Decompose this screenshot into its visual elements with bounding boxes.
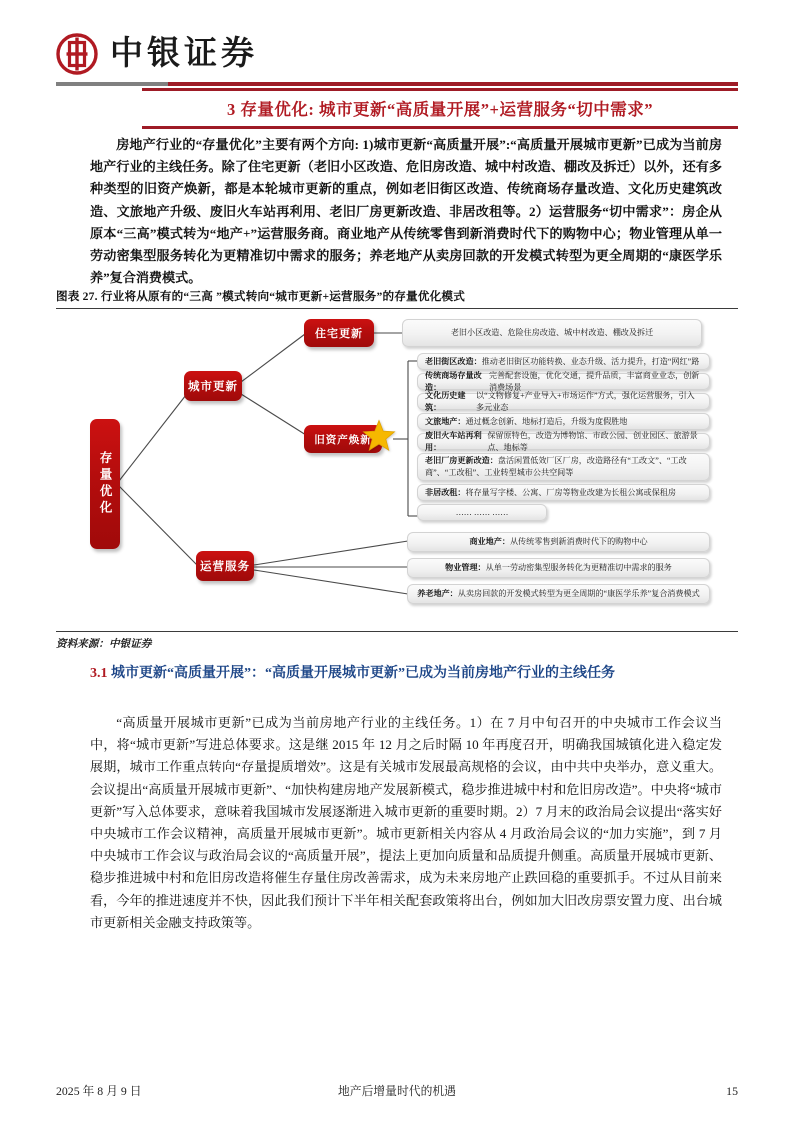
- diagram-box-text: 从单一劳动密集型服务转化为更精准切中需求的服务: [485, 563, 672, 572]
- diagram-box-text: 完善配套设施，优化交通，提升品质，丰富商业业态，创新消费场景: [488, 370, 700, 392]
- diagram-node-old-asset-renewal: 旧资产焕新: [304, 425, 382, 453]
- diagram-box-ops-2: [407, 558, 710, 578]
- subsection-heading-text: 城市更新“高质量开展”：“高质量开展城市更新”已成为当前房地产行业的主线任务: [111, 666, 615, 681]
- diagram-box-lead: 物业管理：: [445, 563, 486, 572]
- diagram-box-lead: 文化历史建筑：: [425, 390, 466, 412]
- star-highlight-icon: [362, 419, 396, 458]
- diagram-box-text: 盘活闲置低效厂区厂房，改造路径有“工改文”、“工改商”、“工改租”、工业转型城市公共空间等: [425, 456, 687, 477]
- diagram-box-lead: 养老地产：: [417, 589, 458, 598]
- rule-segment-grey: [56, 82, 168, 86]
- section-title-bar: [142, 88, 738, 129]
- diagram-box-lead: 老旧街区改造：: [425, 356, 482, 366]
- diagram-box-text: 老旧小区改造、危险住房改造、城中村改造、棚改及拆迁: [450, 328, 654, 337]
- subsection-number: 3.1: [90, 666, 108, 681]
- figure-27: [56, 288, 738, 651]
- figure-source: 资料来源：中银证券: [56, 631, 738, 651]
- diagram-box-text: 通过概念创新、地标打造后，升级为度假胜地: [465, 416, 628, 426]
- figure-diagram: [56, 309, 738, 631]
- diagram-box-oldasset-5: [417, 430, 710, 452]
- subsection-paragraph: “高质量开展城市更新”已成为当前房地产行业的主线任务。1）在 7 月中旬召开的中央城市工作会议当中，将“城市更新”写进总体要求。这是继 2015 年 12 月之后时隔 10 年再度召开，明确我国城镇化进入稳定发展期，城市工作重点转向“存量提质增效”。这是有关城市发展最高规格的会议，由中共中央举办，意义重大。会议提出“高质量开展城市更新”、“加快构建房地产发展新模式，稳步推进城中村和危旧房改造”。中央将“城市更新”写入总体要求，意味着我国城市发展逐渐进入城市更新的重要时期。2）7 月末的政治局会议提出“落实好中央城市工作会议精神，高质量开展城市更新”。城市更新相关内容从 4 月政治局会议的“加力实施”，到 7 月中央城市工作会议与政治局会议的“高质量开展”，提法上更加向质量和品质提升侧重。高质量开展城市更新、稳步推进城中村和危旧房改造将催生存量住房改善需求，成为未来房地产止跌回稳的重要抓手。不过从目前来看，今年的推进速度并不快，因此我们预计下半年相关配套政策将出台，例如加大旧改房票安置力度、出台城市更新相关金融支持政策等。: [90, 715, 722, 930]
- intro-paragraph: 房地产行业的“存量优化”主要有两个方向: 1)城市更新“高质量开展”:“高质量开展城市更新”已成为当前房地产行业的主线任务。除了住宅更新（老旧小区改造、危旧房改造、城中村改造、棚改及拆迁）以外，还有多种类型的旧资产焕新，都是本轮城市更新的重点，例如老旧街区改造、传统商场存量改造、文化历史建筑改造、文旅地产升级、废旧火车站再利用、老旧厂房更新改造、非居改租等。2）运营服务“切中需求”：房企从原本“三高”模式转为“地产+”运营服务商。商业地产从传统零售到新消费时代下的购物中心；物业管理从单一劳动密集型服务转化为更精准切中需求的服务；养老地产从卖房回款的开发模式转型为更全周期的“康医学乐养”复合消费模式。: [90, 137, 722, 286]
- diagram-box-text: 将存量写字楼、公寓、厂房等物业改建为长租公寓或保租房: [465, 487, 676, 497]
- footer-date: 2025 年 8 月 9 日: [56, 1084, 142, 1098]
- diagram-box-text: 推动老旧街区功能转换、业态升级、活力提升，打造“网红”路: [481, 356, 700, 366]
- diagram-box-lead: 废旧火车站再利用：: [425, 430, 482, 452]
- diagram-box-oldasset-6: [417, 453, 710, 481]
- subsection-body-block: [90, 712, 722, 934]
- diagram-box-oldasset-2: [417, 370, 710, 392]
- diagram-box-text: 保留原特色，改造为博物馆、市政公园、创业园区、旅游景点、地标等: [487, 430, 698, 452]
- diagram-box-oldasset-3: [417, 390, 710, 412]
- subsection-heading: [90, 662, 722, 685]
- footer-doc-title: 地产后增量时代的机遇: [337, 1084, 456, 1098]
- masthead-rule: [56, 82, 738, 86]
- diagram-box-lead: 传统商场存量改造：: [425, 370, 482, 392]
- intro-block: [90, 134, 722, 289]
- figure-caption: 图表 27. 行业将从原有的“三高 ”模式转向“城市更新+运营服务”的存量优化模式: [56, 288, 738, 309]
- diagram-box-lead: 非居改租：: [425, 487, 466, 497]
- diagram-box-lead: 商业地产：: [469, 537, 510, 546]
- brand-logo: [56, 30, 738, 78]
- section-title: 3 存量优化: 城市更新“高质量开展”+运营服务“切中需求”: [227, 100, 653, 119]
- diagram-box-ops-1: [407, 532, 710, 552]
- diagram-node-root: 存量优化: [90, 419, 120, 549]
- diagram-box-oldasset-4: [417, 413, 710, 430]
- diagram-node-operation-service: 运营服务: [196, 551, 254, 581]
- diagram-box-text: 从卖房回款的开发模式转型为更全周期的“康医学乐养”复合消费模式: [457, 589, 700, 598]
- diagram-box-text: 从传统零售到新消费时代下的购物中心: [509, 537, 648, 546]
- brand-name: 中银证券: [110, 35, 258, 72]
- bank-of-china-logo-icon: [56, 33, 98, 75]
- diagram-box-text: 以“文物修复+产业导入+市场运作”方式，强化运营服务，引入多元业态: [476, 390, 695, 412]
- diagram-box-oldasset-7: [417, 484, 710, 501]
- diagram-node-residential-renewal: 住宅更新: [304, 319, 374, 347]
- diagram-box-oldasset-8: [417, 504, 547, 521]
- diagram-box-lead: 文旅地产：: [425, 416, 466, 426]
- diagram-box-lead: 老旧厂房更新改造：: [425, 456, 498, 465]
- rule-segment-red: [168, 82, 738, 86]
- diagram-box-oldasset-1: [417, 353, 710, 370]
- masthead: [56, 30, 738, 90]
- diagram-box-ops-3: [407, 584, 710, 604]
- footer-page-number: 15: [726, 1084, 738, 1098]
- diagram-box-residential-items: [402, 319, 702, 347]
- diagram-node-urban-renewal: 城市更新: [184, 371, 242, 401]
- page-footer: [56, 1082, 738, 1099]
- diagram-box-text: …… …… ……: [455, 507, 509, 517]
